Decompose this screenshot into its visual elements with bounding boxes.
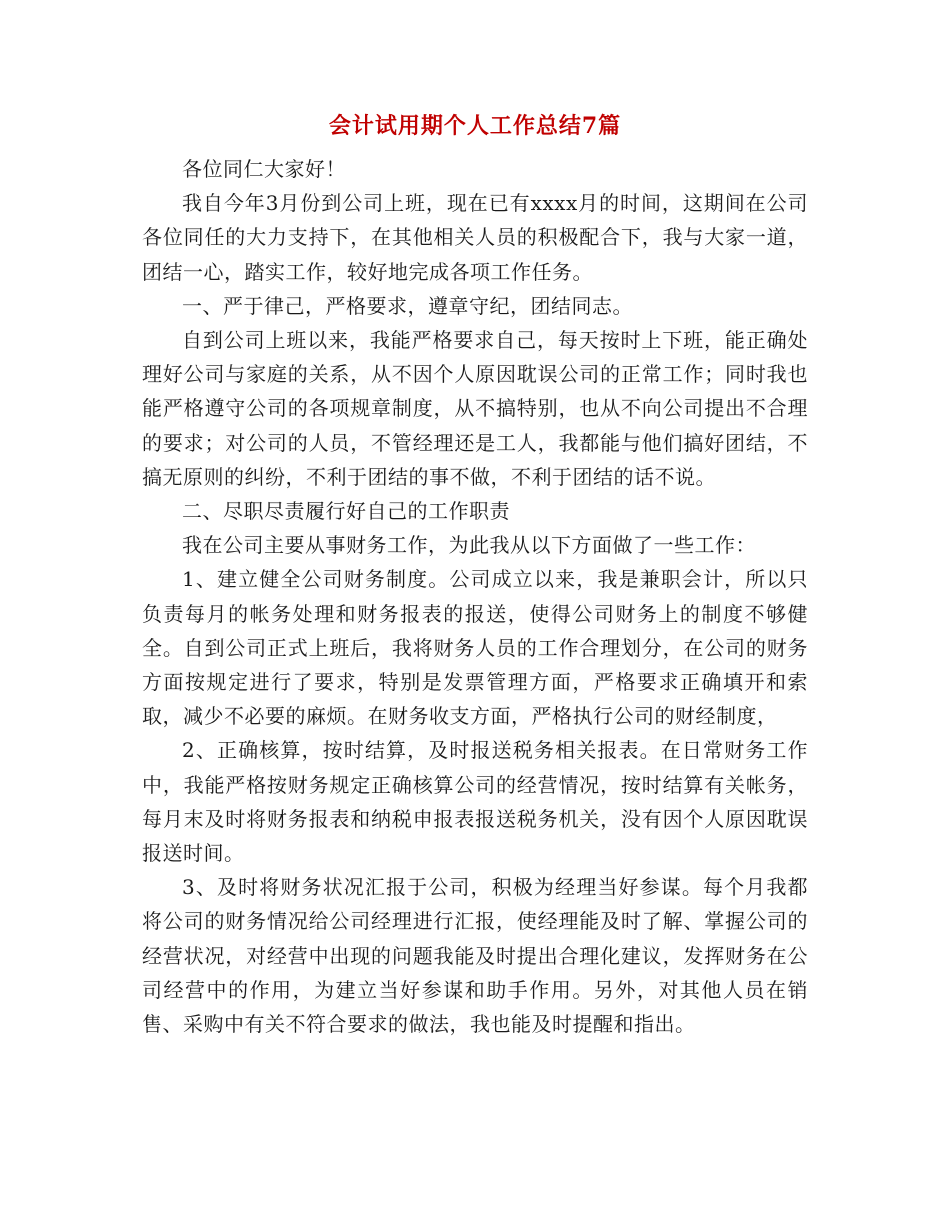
item-3-paragraph: 3、及时将财务状况汇报于公司，积极为经理当好参谋。每个月我都将公司的财务情况给公司经理进行汇报，使经理能及时了解、掌握公司的经营状况，对经营中出现的问题我能及时提出合理化建议，发挥财务在公司经营中的作用，为建立当好参谋和助手作用。另外，对其他人员在销售、采购中有关不符合要求的做法，我也能及时提醒和指出。 [142,875,808,1037]
section-2-intro-paragraph: 我在公司主要从事财务工作，为此我从以下方面做了一些工作： [182,533,756,558]
section-heading-2: 二、尽职尽责履行好自己的工作职责 [182,499,510,524]
item-2-paragraph: 2、正确核算，按时结算，及时报送税务相关报表。在日常财务工作中，我能严格按财务规定正确核算公司的经营情况，按时结算有关帐务，每月末及时将财务报表和纳税申报表报送税务机关，没有因个人原因耽误报送时间。 [142,738,808,866]
section-heading-1: 一、严于律己，严格要求，遵章守纪，团结同志。 [182,293,633,318]
document-page [142,106,808,1041]
document-title: 会计试用期个人工作总结7篇 [328,113,622,139]
intro-paragraph: 我自今年3月份到公司上班，现在已有xxxx月的时间，这期间在公司各位同任的大力支持下，在其他相关人员的积极配合下，我与大家一道，团结一心，踏实工作，较好地完成各项工作任务。 [142,191,808,284]
section-1-paragraph: 自到公司上班以来，我能严格要求自己，每天按时上下班，能正确处理好公司与家庭的关系，从不因个人原因耽误公司的正常工作；同时我也能严格遵守公司的各项规章制度，从不搞特别，也从不向公司提出不合理的要求；对公司的人员，不管经理还是工人，我都能与他们搞好团结，不搞无原则的纠纷，不利于团结的事不做，不利于团结的话不说。 [142,328,808,489]
greeting-paragraph: 各位同仁大家好！ [182,157,346,181]
item-1-paragraph: 1、建立健全公司财务制度。公司成立以来，我是兼职会计，所以只负责每月的帐务处理和财务报表的报送，使得公司财务上的制度不够健全。自到公司正式上班后，我将财务人员的工作合理划分，在公司的财务方面按规定进行了要求，特别是发票管理方面，严格要求正确填开和索取，减少不必要的麻烦。在财务收支方面，严格执行公司的财经制度， [142,567,808,729]
